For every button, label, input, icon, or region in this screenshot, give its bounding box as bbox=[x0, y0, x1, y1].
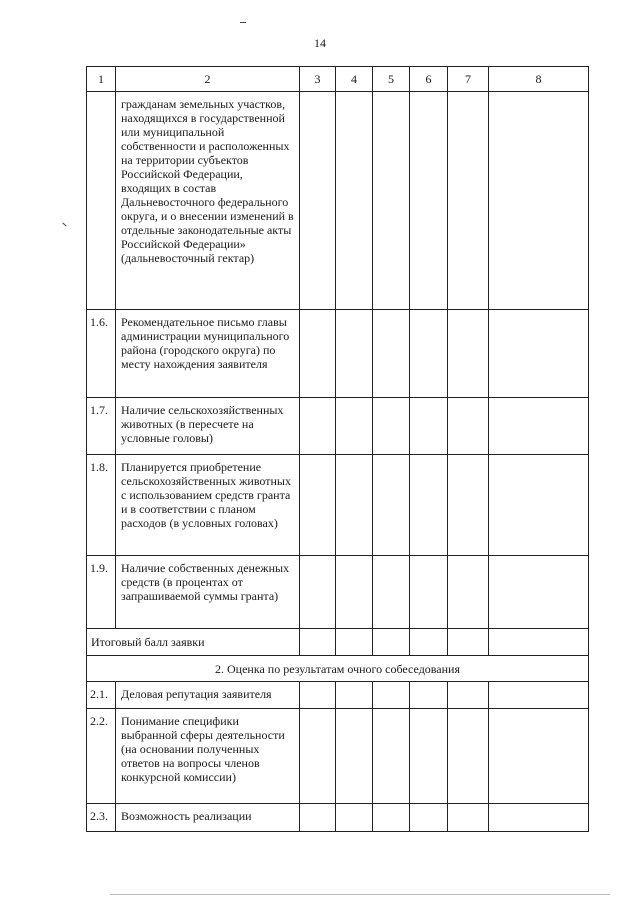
score-cell bbox=[489, 709, 589, 804]
score-cell bbox=[489, 804, 589, 832]
row-number: 1.7. bbox=[87, 398, 116, 455]
row-number: 1.6. bbox=[87, 310, 116, 398]
row-text: Деловая репутация заявителя bbox=[116, 682, 300, 709]
table-row bbox=[87, 310, 589, 398]
score-cell bbox=[410, 92, 448, 310]
header-cell: 8 bbox=[489, 67, 589, 92]
score-cell bbox=[410, 398, 448, 455]
table-row bbox=[87, 682, 589, 709]
score-cell bbox=[489, 682, 589, 709]
score-cell bbox=[373, 682, 410, 709]
header-row bbox=[87, 67, 589, 92]
row-number bbox=[87, 92, 116, 310]
row-number: 1.8. bbox=[87, 455, 116, 556]
header-cell: 3 bbox=[300, 67, 336, 92]
total-row bbox=[87, 629, 589, 656]
score-cell bbox=[300, 455, 336, 556]
score-cell bbox=[300, 556, 336, 629]
row-text: Понимание специфики выбранной сферы деятельности (на основании полученных ответов на вопросы членов конкурсной комиссии) bbox=[116, 709, 300, 804]
page-number: 14 bbox=[314, 36, 326, 50]
score-cell bbox=[489, 398, 589, 455]
section-title: 2. Оценка по результатам очного собеседования bbox=[87, 656, 589, 682]
score-cell bbox=[336, 398, 373, 455]
score-cell bbox=[336, 92, 373, 310]
table-row bbox=[87, 92, 589, 310]
score-cell bbox=[373, 709, 410, 804]
score-cell bbox=[300, 398, 336, 455]
score-cell bbox=[410, 556, 448, 629]
row-text: Наличие сельскохозяйственных животных (в пересчете на условные головы) bbox=[116, 398, 300, 455]
score-cell bbox=[300, 92, 336, 310]
total-label: Итоговый балл заявки bbox=[87, 629, 300, 656]
score-cell bbox=[300, 709, 336, 804]
table-row bbox=[87, 398, 589, 455]
score-cell bbox=[373, 455, 410, 556]
table-row bbox=[87, 455, 589, 556]
score-cell bbox=[373, 92, 410, 310]
score-cell bbox=[448, 682, 489, 709]
scan-mark-top bbox=[240, 22, 246, 23]
score-cell bbox=[410, 682, 448, 709]
score-cell bbox=[410, 455, 448, 556]
score-cell bbox=[489, 92, 589, 310]
table-row bbox=[87, 804, 589, 832]
score-cell bbox=[300, 682, 336, 709]
table-row bbox=[87, 709, 589, 804]
score-cell bbox=[448, 804, 489, 832]
score-cell bbox=[373, 310, 410, 398]
score-cell bbox=[300, 804, 336, 832]
row-number: 2.3. bbox=[87, 804, 116, 832]
row-text: Рекомендательное письмо главы администрации муниципального района (городского округа) по месту нахождения заявителя bbox=[116, 310, 300, 398]
header-cell: 4 bbox=[336, 67, 373, 92]
score-cell bbox=[410, 709, 448, 804]
score-cell bbox=[336, 629, 373, 656]
score-cell bbox=[448, 455, 489, 556]
score-cell bbox=[336, 709, 373, 804]
section-heading-row bbox=[87, 656, 589, 682]
criteria-table bbox=[86, 66, 589, 832]
score-cell bbox=[336, 804, 373, 832]
row-text: Возможность реализации bbox=[116, 804, 300, 832]
scan-mark-left bbox=[62, 223, 66, 227]
row-number: 2.2. bbox=[87, 709, 116, 804]
score-cell bbox=[336, 455, 373, 556]
score-cell bbox=[373, 398, 410, 455]
score-cell bbox=[448, 629, 489, 656]
score-cell bbox=[300, 629, 336, 656]
score-cell bbox=[489, 556, 589, 629]
score-cell bbox=[489, 310, 589, 398]
score-cell bbox=[336, 682, 373, 709]
score-cell bbox=[489, 455, 589, 556]
score-cell bbox=[448, 92, 489, 310]
row-text: Планируется приобретение сельскохозяйственных животных с использованием средств гранта и в соответствии с планом расходов (в условных головах) bbox=[116, 455, 300, 556]
header-cell: 7 bbox=[448, 67, 489, 92]
score-cell bbox=[410, 804, 448, 832]
score-cell bbox=[448, 310, 489, 398]
row-text: гражданам земельных участков, находящихся в государственной или муниципальной собственности и расположенных на территории субъектов Российской Федерации, входящих в состав Дальневосточного федерального округа, и о внесении изменений в отдельные законодательные акты Российской Федерации» (дальневосточный гектар) bbox=[116, 92, 300, 310]
score-cell bbox=[448, 556, 489, 629]
score-cell bbox=[410, 629, 448, 656]
header-cell: 6 bbox=[410, 67, 448, 92]
score-cell bbox=[373, 804, 410, 832]
table-row bbox=[87, 556, 589, 629]
score-cell bbox=[448, 398, 489, 455]
header-cell: 1 bbox=[87, 67, 116, 92]
score-cell bbox=[336, 556, 373, 629]
score-cell bbox=[336, 310, 373, 398]
row-number: 2.1. bbox=[87, 682, 116, 709]
header-cell: 2 bbox=[116, 67, 300, 92]
header-cell: 5 bbox=[373, 67, 410, 92]
score-cell bbox=[448, 709, 489, 804]
row-number: 1.9. bbox=[87, 556, 116, 629]
score-cell bbox=[489, 629, 589, 656]
score-cell bbox=[410, 310, 448, 398]
scan-line-bottom bbox=[110, 894, 610, 895]
row-text: Наличие собственных денежных средств (в процентах от запрашиваемой суммы гранта) bbox=[116, 556, 300, 629]
score-cell bbox=[373, 629, 410, 656]
score-cell bbox=[300, 310, 336, 398]
score-cell bbox=[373, 556, 410, 629]
